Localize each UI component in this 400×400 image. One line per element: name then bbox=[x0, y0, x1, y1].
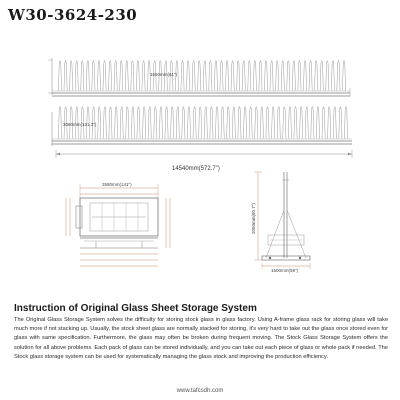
rack-post bbox=[305, 107, 308, 140]
rack-post bbox=[192, 61, 195, 92]
rack-post bbox=[193, 107, 196, 140]
rack-post bbox=[186, 61, 189, 92]
rack-post bbox=[232, 107, 235, 140]
rack-post bbox=[292, 61, 295, 92]
rack-post bbox=[70, 61, 73, 92]
rack-post bbox=[248, 61, 251, 92]
rack-post bbox=[114, 61, 117, 92]
page-title: W30-3624-230 bbox=[8, 6, 138, 24]
upper-rack-posts bbox=[58, 61, 345, 92]
rack-post bbox=[266, 107, 269, 140]
rack-post bbox=[182, 107, 185, 140]
overall-length-dimension bbox=[56, 150, 352, 172]
dim-total-length: 14540mm(572.7") bbox=[172, 166, 220, 172]
rack-post bbox=[125, 61, 128, 92]
rack-post bbox=[136, 61, 139, 92]
rack-post bbox=[181, 61, 184, 92]
rack-post bbox=[271, 107, 274, 140]
rack-post bbox=[81, 61, 84, 92]
rack-post bbox=[281, 61, 284, 92]
rack-post bbox=[316, 107, 319, 140]
rack-post bbox=[276, 61, 279, 92]
rack-post bbox=[270, 61, 273, 92]
rack-post bbox=[198, 61, 201, 92]
rack-post bbox=[109, 107, 112, 140]
rack-post bbox=[328, 107, 331, 140]
section-heading: Instruction of Original Glass Sheet Storage System bbox=[14, 303, 257, 314]
rack-post bbox=[209, 61, 212, 92]
rack-post bbox=[300, 107, 303, 140]
rack-post bbox=[176, 107, 179, 140]
rack-post bbox=[255, 107, 258, 140]
rack-post bbox=[259, 61, 262, 92]
rack-post bbox=[58, 61, 61, 92]
rack-post bbox=[326, 61, 329, 92]
rack-post bbox=[238, 107, 241, 140]
rack-post bbox=[187, 107, 190, 140]
rack-post bbox=[311, 107, 314, 140]
rack-post bbox=[337, 61, 340, 92]
dim-lower-left: 3080mm(121.3") bbox=[63, 122, 97, 127]
lower-rack-elevation bbox=[52, 107, 352, 147]
rack-post bbox=[92, 61, 95, 92]
rack-post bbox=[331, 61, 334, 92]
rack-post bbox=[344, 107, 347, 140]
rack-post bbox=[242, 61, 245, 92]
rack-post bbox=[215, 107, 218, 140]
rack-post bbox=[227, 107, 230, 140]
lower-rack-posts bbox=[58, 107, 347, 140]
rack-post bbox=[322, 107, 325, 140]
rack-post bbox=[288, 107, 291, 140]
description-text: The Original Glass Storage System solves the difficulty for storing stock glass in glass factory. Using A-frame glass rack for storing glass will take much more if not stacking up. Usually, the stock sheet glass are normally stacked for storing, it's very hard to take out the glass once stored even for glass with same specification. Furthermore, the glass may often be broken during frequent moving. The Stock Glass Storage System offers the solution for all above problems. Each pack of glass can be stored individually, and you can take out each piece of glass or whole pack if needed. The Stock glass storage system can be used for systematically managing the glass stock and improving the production efficiency. bbox=[14, 317, 388, 360]
rack-post bbox=[309, 61, 312, 92]
rack-post bbox=[203, 61, 206, 92]
rack-post bbox=[75, 61, 78, 92]
rack-post bbox=[320, 61, 323, 92]
rack-post bbox=[131, 61, 134, 92]
website-url[interactable]: www.tafcsdh.com bbox=[176, 388, 224, 394]
rack-post bbox=[159, 107, 162, 140]
rack-post bbox=[220, 61, 223, 92]
rack-post bbox=[225, 61, 228, 92]
rack-post bbox=[283, 107, 286, 140]
rack-post bbox=[294, 107, 297, 140]
rack-post bbox=[137, 107, 140, 140]
rack-post bbox=[277, 107, 280, 140]
rack-post bbox=[131, 107, 134, 140]
rack-post bbox=[86, 61, 89, 92]
rack-post bbox=[142, 61, 145, 92]
dim-top-view: 3580mm(141") bbox=[102, 182, 132, 187]
dim-side-height: 2050mm(80.7") bbox=[251, 203, 256, 234]
rack-post bbox=[231, 61, 234, 92]
rack-post bbox=[165, 107, 168, 140]
rack-post bbox=[143, 107, 146, 140]
rack-post bbox=[253, 61, 256, 92]
rack-post bbox=[148, 107, 151, 140]
rack-post bbox=[97, 61, 100, 92]
side-view bbox=[251, 172, 310, 273]
rack-post bbox=[64, 61, 67, 92]
rack-post bbox=[298, 61, 301, 92]
rack-post bbox=[199, 107, 202, 140]
rack-post bbox=[303, 61, 306, 92]
rack-post bbox=[154, 107, 157, 140]
rack-post bbox=[114, 107, 117, 140]
rack-post bbox=[339, 107, 342, 140]
rack-post bbox=[120, 61, 123, 92]
rack-post bbox=[221, 107, 224, 140]
rack-post bbox=[103, 107, 106, 140]
rack-post bbox=[260, 107, 263, 140]
rack-post bbox=[315, 61, 318, 92]
rack-post bbox=[210, 107, 213, 140]
rack-post bbox=[126, 107, 129, 140]
dim-upper-mid: 1550mm(61") bbox=[150, 72, 178, 77]
rack-post bbox=[237, 61, 240, 92]
dim-side-base: 1500mm(59") bbox=[271, 268, 299, 273]
rack-post bbox=[98, 107, 101, 140]
rack-post bbox=[287, 61, 290, 92]
rack-post bbox=[214, 61, 217, 92]
rack-post bbox=[103, 61, 106, 92]
rack-post bbox=[342, 61, 345, 92]
rack-post bbox=[243, 107, 246, 140]
rack-post bbox=[264, 61, 267, 92]
plan-view bbox=[66, 182, 170, 266]
rack-post bbox=[120, 107, 123, 140]
rack-post bbox=[109, 61, 112, 92]
rack-post bbox=[249, 107, 252, 140]
rack-post bbox=[333, 107, 336, 140]
upper-rack-elevation bbox=[48, 58, 350, 96]
rack-post bbox=[58, 107, 61, 140]
rack-post bbox=[171, 107, 174, 140]
rack-post bbox=[204, 107, 207, 140]
